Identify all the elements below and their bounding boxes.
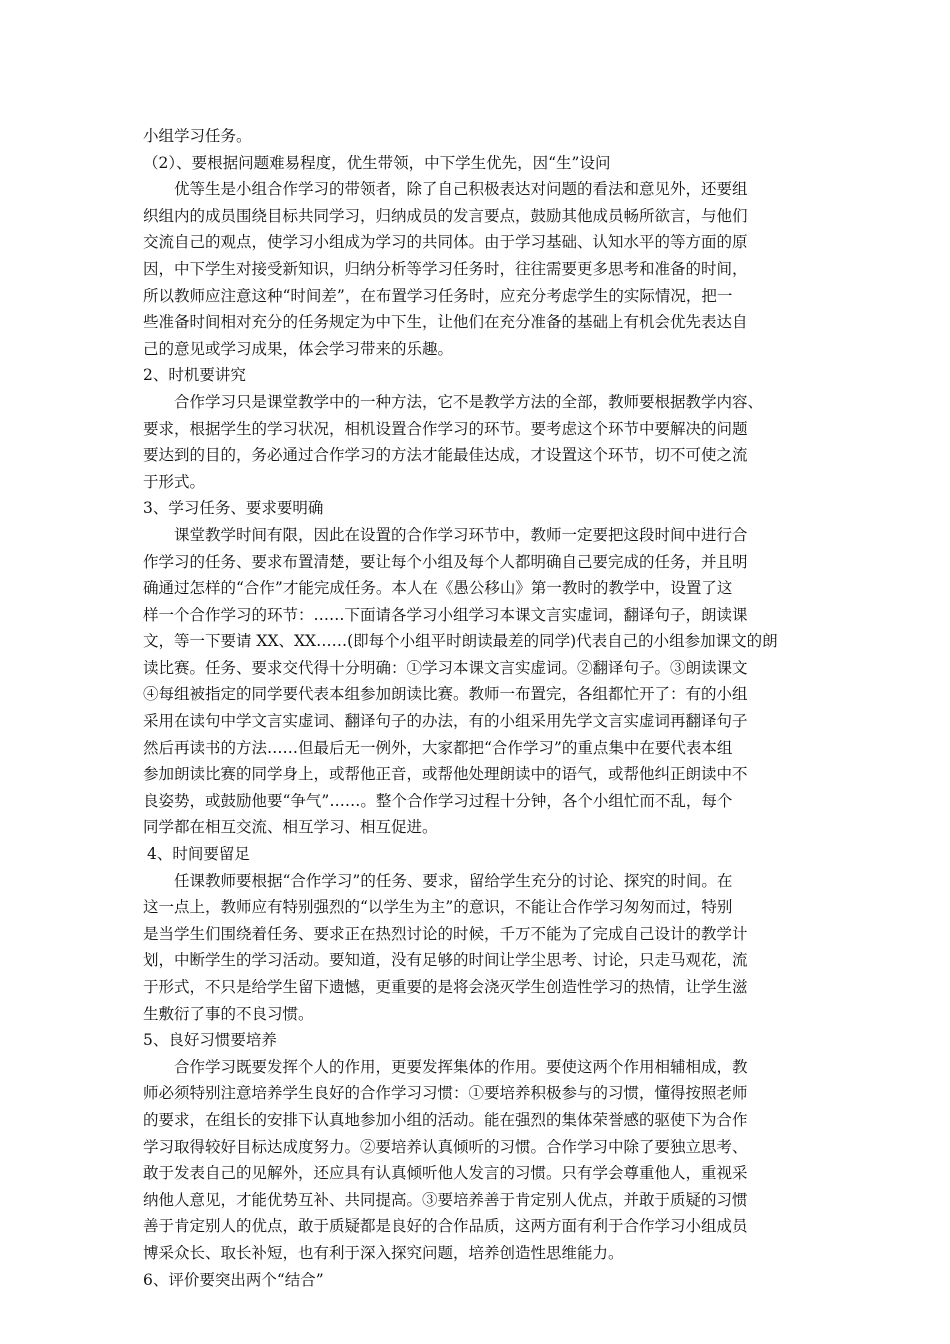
- text-line: 些准备时间相对充分的任务规定为中下生，让他们在充分准备的基础上有机会优先表达自: [143, 313, 748, 332]
- text-line: 采用在读句中学文言实虚词、翻译句子的办法，有的小组采用先学文言实虚词再翻译句子: [143, 712, 748, 731]
- section-heading: 6、评价要突出两个“结合”: [143, 1270, 324, 1289]
- text-line: 小组学习任务。: [143, 127, 252, 145]
- text-line: 同学都在相互交流、相互学习、相互促进。: [143, 818, 438, 837]
- paragraph-first-line: 任课教师要根据“合作学习”的任务、要求，留给学生充分的讨论、探究的时间。在: [174, 871, 733, 890]
- text-line: 这一点上，教师应有特别强烈的“以学生为主”的意识，不能让合作学习匆匆而过，特别: [143, 898, 733, 917]
- text-line: 作学习的任务、要求布置清楚，要让每个小组及每个人都明确自己要完成的任务，并且明: [143, 552, 748, 571]
- text-line: 文，等一下要请 XX、XX……(即每个小组平时朗读最差的同学)代表自己的小组参加课文的朗: [143, 632, 778, 651]
- section-heading: （2）、要根据问题难易程度，优生带领，中下学生优先，因“生”设问: [143, 153, 611, 172]
- text-line: 要达到的目的，务必通过合作学习的方法才能最佳达成，才设置这个环节，切不可使之流: [143, 446, 748, 465]
- paragraph-first-line: 合作学习只是课堂教学中的一种方法，它不是教学方法的全部，教师要根据教学内容、: [174, 392, 764, 411]
- section-heading: 3、学习任务、要求要明确: [143, 499, 324, 518]
- section-heading: 4、时间要留足: [147, 845, 250, 864]
- text-line: 学习取得较好目标达成度努力。②要培养认真倾听的习惯。合作学习中除了要独立思考、: [143, 1137, 748, 1156]
- text-line: 织组内的成员围绕目标共同学习，归纳成员的发言要点，鼓励其他成员畅所欲言，与他们: [143, 206, 748, 225]
- text-line: 己的意见或学习成果，体会学习带来的乐趣。: [143, 339, 454, 358]
- text-line: 是当学生们围绕着任务、要求正在热烈讨论的时候，千万不能为了完成自己设计的教学计: [143, 924, 748, 943]
- text-line: 然后再读书的方法……但最后无一例外，大家都把“合作学习”的重点集中在要代表本组: [143, 738, 733, 757]
- section-heading: 2、时机要讲究: [143, 366, 246, 385]
- document-page: [143, 123, 813, 1293]
- text-line: 师必须特别注意培养学生良好的合作学习习惯：①要培养积极参与的习惯，懂得按照老师: [143, 1084, 748, 1103]
- text-line: 交流自己的观点，使学习小组成为学习的共同体。由于学习基础、认知水平的等方面的原: [143, 233, 748, 252]
- paragraph-first-line: 优等生是小组合作学习的带领者，除了自己积极表达对问题的看法和意见外，还要组: [174, 180, 748, 199]
- text-line: 敢于发表自己的见解外，还应具有认真倾听他人发言的习惯。只有学会尊重他人，重视采: [143, 1164, 748, 1183]
- text-line: 确通过怎样的“合作”才能完成任务。本人在《愚公移山》第一教时的教学中，设置了这: [143, 579, 733, 598]
- text-line: 博采众长、取长补短，也有利于深入探究问题，培养创造性思维能力。: [143, 1243, 624, 1262]
- text-line: ④每组被指定的同学要代表本组参加朗读比赛。教师一布置完，各组都忙开了：有的小组: [143, 685, 748, 704]
- text-line: 于形式，不只是给学生留下遗憾，更重要的是将会浇灭学生创造性学习的热情，让学生滋: [143, 978, 748, 996]
- text-line: 划，中断学生的学习活动。要知道，没有足够的时间让学尘思考、讨论，只走马观花，流: [143, 951, 748, 970]
- text-line: 善于肯定别人的优点，敢于质疑都是良好的合作品质，这两方面有利于合作学习小组成员: [143, 1217, 748, 1236]
- text-line: 良姿势，或鼓励他要“争气”……。整个合作学习过程十分钟，各个小组忙而不乱，每个: [143, 791, 733, 810]
- text-line: 纳他人意见，才能优势互补、共同提高。③要培养善于肯定别人优点，并敢于质疑的习惯: [143, 1190, 748, 1209]
- text-line: 参加朗读比赛的同学身上，或帮他正音，或帮他处理朗读中的语气，或帮他纠正朗读中不: [143, 765, 748, 784]
- text-line: 因，中下学生对接受新知识，归纳分析等学习任务时，往往需要更多思考和准备的时间，: [143, 259, 748, 278]
- text-line: 要求，根据学生的学习状况，相机设置合作学习的环节。要考虑这个环节中要解决的问题: [143, 419, 748, 438]
- text-line: 生敷衍了事的不良习惯。: [143, 1004, 314, 1023]
- text-line: 样一个合作学习的环节：……下面请各学习小组学习本课文言实虚词，翻译句子，朗读课: [143, 605, 748, 624]
- section-heading: 5、良好习惯要培养: [143, 1031, 277, 1050]
- text-line: 的要求，在组长的安排下认真地参加小组的活动。能在强烈的集体荣誉感的驱使下为合作: [143, 1110, 748, 1129]
- paragraph-first-line: 合作学习既要发挥个人的作用，更要发挥集体的作用。要使这两个作用相辅相成，教: [174, 1057, 748, 1076]
- text-line: 所以教师应注意这种“时间差”，在布置学习任务时，应充分考虑学生的实际情况，把一: [143, 286, 733, 305]
- paragraph-first-line: 课堂教学时间有限，因此在设置的合作学习环节中，教师一定要把这段时间中进行合: [174, 525, 748, 544]
- text-line: 读比赛。任务、要求交代得十分明确：①学习本课文言实虚词。②翻译句子。③朗读课文: [143, 658, 748, 677]
- text-line: 于形式。: [143, 472, 206, 491]
